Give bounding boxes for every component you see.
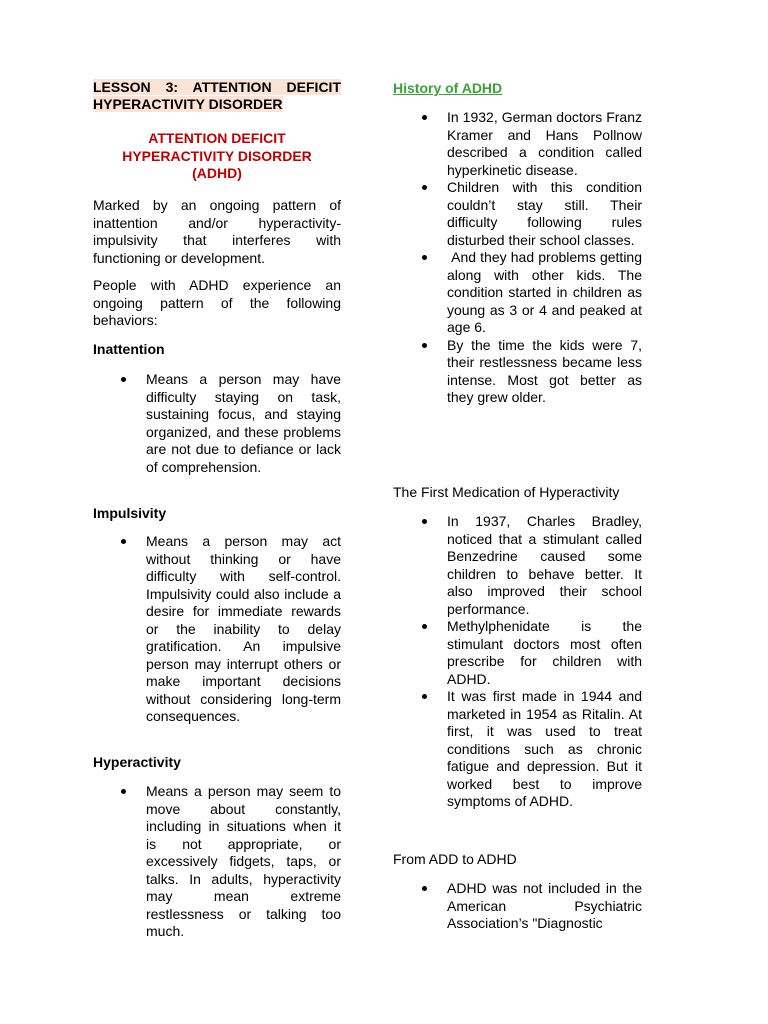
impulsivity-list <box>146 533 341 726</box>
list-item <box>447 618 642 688</box>
history-list <box>447 109 642 407</box>
list-item <box>447 249 642 337</box>
medication-list <box>447 513 642 811</box>
lesson-heading-text: LESSON 3: ATTENTION DEFICIT HYPERACTIVITY DISORDER <box>93 79 341 112</box>
title-line: HYPERACTIVITY DISORDER <box>122 147 312 164</box>
medication-heading: The First Medication of Hyperactivity <box>393 484 620 500</box>
title-line: (ADHD) <box>192 165 242 181</box>
bullet-icon <box>422 255 427 260</box>
list-item-text: Means a person may seem to move about constantly, including in situations when it is not appropriate, or excessively fidgets, taps, or talks. In adults, hyperactivity may mean extreme restlessness or talking too much. <box>146 783 341 939</box>
list-item <box>146 533 341 726</box>
bullet-icon <box>121 789 126 794</box>
lesson-heading <box>93 79 341 113</box>
bullet-icon <box>422 343 427 348</box>
list-item-text: ADHD was not included in the American Psychiatric Association’s "Diagnostic <box>447 880 642 931</box>
history-heading[interactable]: History of ADHD <box>393 80 503 96</box>
list-item <box>447 109 642 179</box>
bullet-icon <box>422 519 427 524</box>
bullet-icon <box>422 694 427 699</box>
add-to-adhd-list <box>447 880 642 933</box>
list-item <box>447 513 642 618</box>
intro-paragraph: Marked by an ongoing pattern of inattention and/or hyperactivity-impulsivity that interferes with functioning or development. <box>93 197 341 266</box>
list-item-text: By the time the kids were 7, their restlessness became less intense. Most got better as they grew older. <box>447 336 642 405</box>
list-item-text: Means a person may act without thinking or have difficulty with self-control. Impulsivity could also include a desire for immediate rewards or the inability to delay gratification. An impulsive person may interrupt others or make important decisions without considering long-term consequences. <box>146 533 341 724</box>
list-item-text: Methylphenidate is the stimulant doctors most often prescribe for children with ADHD. <box>447 618 642 687</box>
list-item <box>447 179 642 249</box>
hyperactivity-list <box>146 783 341 941</box>
bullet-icon <box>422 886 427 891</box>
inattention-heading: Inattention <box>93 341 165 357</box>
title-line: ATTENTION DEFICIT <box>148 130 286 146</box>
list-item <box>447 880 642 933</box>
bullet-icon <box>422 115 427 120</box>
list-item <box>447 337 642 407</box>
list-item-text: In 1937, Charles Bradley, noticed that a stimulant called Benzedrine caused some children to behave better. It also improved their school performance. <box>447 513 642 617</box>
document-title <box>93 130 341 183</box>
list-item-text: In 1932, German doctors Franz Kramer and Hans Pollnow described a condition called hyperkinetic disease. <box>447 109 642 178</box>
list-item <box>146 783 341 941</box>
list-item-text: And they had problems getting along with other kids. The condition started in children as young as 3 or 4 and peaked at age 6. <box>447 249 642 335</box>
behaviors-paragraph: People with ADHD experience an ongoing pattern of the following behaviors: <box>93 277 341 328</box>
list-item <box>146 371 341 476</box>
bullet-icon <box>121 539 126 544</box>
list-item-text: It was first made in 1944 and marketed in 1954 as Ritalin. At first, it was used to treat conditions such as chronic fatigue and depression. But it worked best to improve symptoms of ADHD. <box>447 688 642 809</box>
add-to-adhd-heading: From ADD to ADHD <box>393 851 517 867</box>
left-column <box>93 0 341 1024</box>
inattention-list <box>146 371 341 476</box>
bullet-icon <box>121 377 126 382</box>
impulsivity-heading: Impulsivity <box>93 505 167 521</box>
hyperactivity-heading: Hyperactivity <box>93 754 181 770</box>
list-item-text: Children with this condition couldn’t stay still. Their difficulty following rules disturbed their school classes. <box>447 179 642 248</box>
list-item-text: Means a person may have difficulty staying on task, sustaining focus, and staying organized, and these problems are not due to defiance or lack of comprehension. <box>146 371 341 475</box>
list-item <box>447 688 642 811</box>
bullet-icon <box>422 624 427 629</box>
bullet-icon <box>422 185 427 190</box>
right-column <box>393 0 642 1024</box>
